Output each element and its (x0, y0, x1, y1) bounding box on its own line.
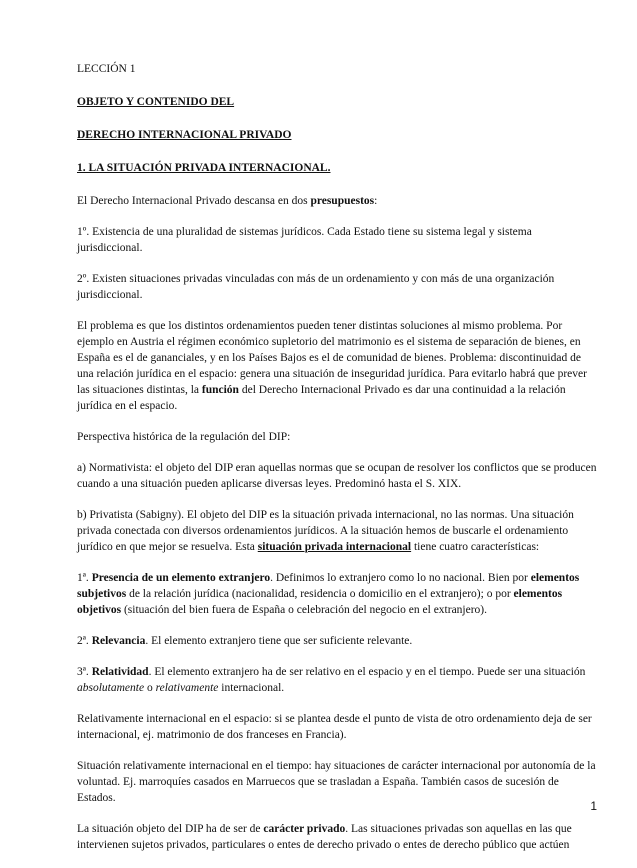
perspective-paragraph: Perspectiva histórica de la regulación del DIP: (77, 431, 291, 443)
characteristic-1: 1ª. Presencia de un elemento extranjero. Definimos lo extranjero como lo no nacional. Bien por elementos subjetivos de la relación jurídica (nacionalidad, residencia o domicilio en el extranjero); o por elementos objetivos (situación del bien fuera de España o celebración del negocio en el extranjero). (77, 572, 580, 616)
term-caracter-privado: carácter privado (263, 823, 346, 835)
time-paragraph: Situación relativamente internacional en el tiempo: hay situaciones de carácter internacional por autonomía de la voluntad. Ej. marroquíes casados en Marruecos que se trasladan a España. También casos de sucesión de Estados. (77, 760, 596, 804)
section-heading: 1. LA SITUACIÓN PRIVADA INTERNACIONAL. (77, 162, 331, 174)
intro-paragraph: El Derecho Internacional Privado descansa en dos presupuestos: (77, 195, 378, 207)
document-body (77, 61, 597, 868)
title-line-2: DERECHO INTERNACIONAL PRIVADO (77, 129, 292, 141)
term-situacion-privada-internacional: situación privada internacional (257, 541, 412, 553)
title-line-1: OBJETO Y CONTENIDO DEL (77, 96, 235, 108)
characteristic-3: 3ª. Relatividad. El elemento extranjero ha de ser relativo en el espacio y en el tiempo. Puede ser una situación absolutamente o relativamente internacional. (77, 666, 586, 694)
presupuesto-1: 1º. Existencia de una pluralidad de sistemas jurídicos. Cada Estado tiene su sistema legal y sistema jurisdiccional. (77, 226, 532, 254)
presupuesto-2: 2º. Existen situaciones privadas vinculadas con más de un ordenamiento y con más de una organización jurisdiccional. (77, 273, 555, 301)
private-character-paragraph: La situación objeto del DIP ha de ser de carácter privado. Las situaciones privadas son aquellas en las que intervienen sujetos privados, particulares o entes de derecho privado o entes de derecho público que actúen (77, 823, 572, 851)
lesson-number: LECCIÓN 1 (77, 63, 136, 75)
space-paragraph: Relativamente internacional en el espacio: si se plantea desde el punto de vista de otro ordenamiento deja de ser internacional, ej. matrimonio de dos franceses en Francia). (77, 713, 592, 741)
privatista-paragraph: b) Privatista (Sabigny). El objeto del DIP es la situación privada internacional, no las normas. Una situación privada conectada con diversos ordenamientos jurídicos. A la situación hemos de buscarle el ordenamiento jurídico en que mejor se resuelva. Esta situación privada internacional tiene cuatro características: (77, 509, 574, 553)
problem-paragraph: El problema es que los distintos ordenamientos pueden tener distintas soluciones al mismo problema. Por ejemplo en Austria el régimen económico supletorio del matrimonio es el sistema de separación de bienes, en España es el de gananciales, y en los Países Bajos es el de comunidad de bienes. Problema: discontinuidad de una relación jurídica en el espacio: genera una situación de inseguridad jurídica. Para evitarlo habrá que prever las situaciones distintas, la función del Derecho Internacional Privado es dar una continuidad a la relación jurídica en el espacio. (77, 320, 587, 412)
term-funcion: función (201, 384, 239, 396)
characteristic-2: 2ª. Relevancia. El elemento extranjero tiene que ser suficiente relevante. (77, 635, 413, 647)
term-presupuestos: presupuestos (310, 195, 375, 207)
normativista-paragraph: a) Normativista: el objeto del DIP eran aquellas normas que se ocupan de resolver los conflictos que se producen cuando a una situación pueden aplicarse diversas leyes. Predominó hasta el S. XIX. (77, 462, 597, 490)
page-number: 1 (590, 799, 597, 813)
